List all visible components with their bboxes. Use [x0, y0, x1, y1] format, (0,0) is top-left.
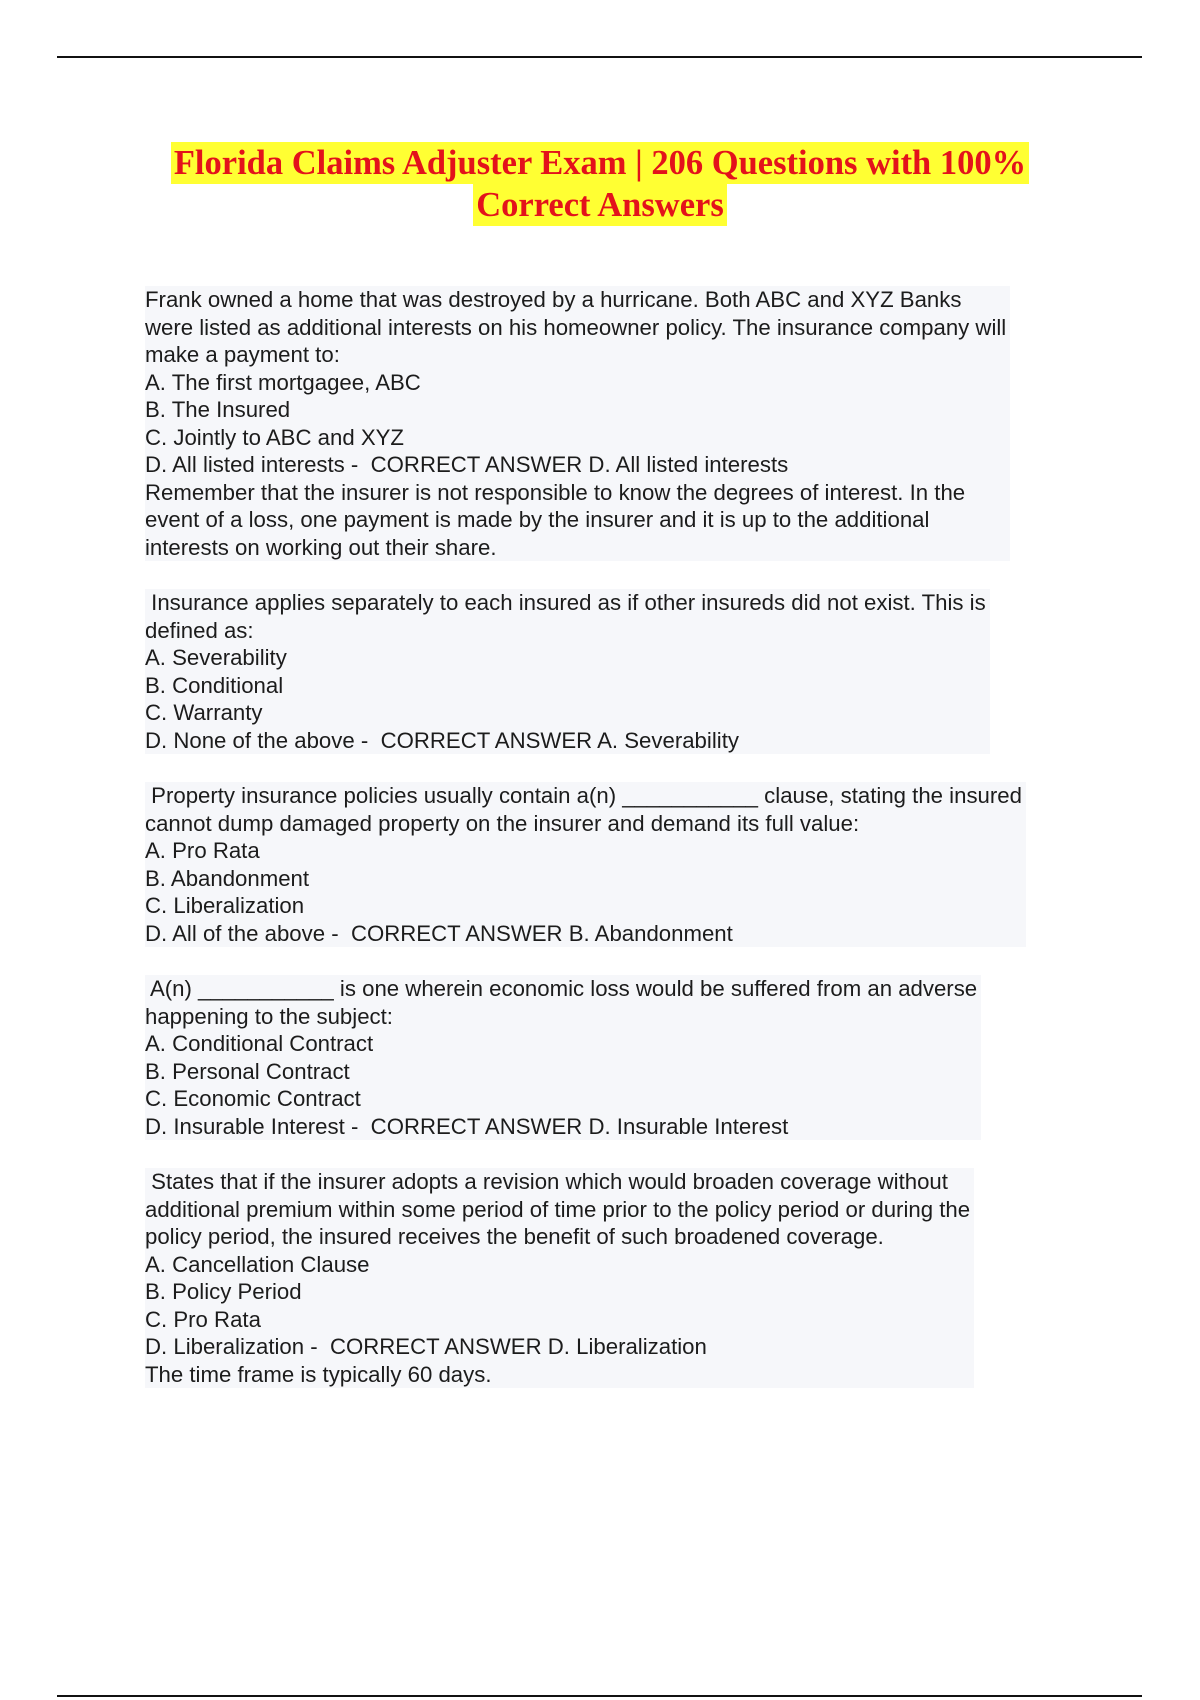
question-line: C. Economic Contract — [145, 1086, 361, 1111]
question-line: Insurance applies separately to each insured as if other insureds did not exist. This is — [145, 590, 986, 615]
question-line: C. Pro Rata — [145, 1306, 261, 1332]
title-line: Correct Answers — [473, 184, 727, 226]
question-line: C. Liberalization — [145, 893, 305, 918]
question-line: B. Abandonment — [145, 865, 310, 891]
question-line: A. Pro Rata — [145, 838, 260, 863]
question-list — [145, 286, 1095, 1388]
question-line: B. The Insured — [145, 397, 291, 422]
question-spacer — [145, 561, 1095, 589]
question-line: D. Insurable Interest - CORRECT ANSWER D. Insurable Interest — [145, 1113, 789, 1139]
question-line: C. Jointly to ABC and XYZ — [145, 424, 404, 450]
question-line: A. Conditional Contract — [145, 1031, 374, 1056]
question-line: Property insurance policies usually contain a(n) ___________ clause, stating the insured — [145, 783, 1022, 808]
question-line: The time frame is typically 60 days. — [145, 1361, 492, 1387]
question-spacer — [145, 754, 1095, 782]
question-line: make a payment to: — [145, 342, 340, 367]
question-line: D. All of the above - CORRECT ANSWER B. Abandonment — [145, 920, 733, 946]
question-line: B. Conditional — [145, 672, 284, 698]
question-line: B. Personal Contract — [145, 1058, 350, 1084]
question-line: D. Liberalization - CORRECT ANSWER D. Liberalization — [145, 1334, 707, 1359]
question-line: D. All listed interests - CORRECT ANSWER D. All listed interests — [145, 452, 789, 477]
question-line: additional premium within some period of time prior to the policy period or during the — [145, 1196, 971, 1222]
question-line: States that if the insurer adopts a revision which would broaden coverage without — [145, 1169, 948, 1194]
question-line: cannot dump damaged property on the insurer and demand its full value: — [145, 810, 860, 836]
question-line: Frank owned a home that was destroyed by a hurricane. Both ABC and XYZ Banks — [145, 287, 962, 312]
question-line: A. Cancellation Clause — [145, 1251, 370, 1277]
question-block — [145, 286, 1010, 561]
question-spacer — [145, 947, 1095, 975]
question-block — [145, 589, 990, 754]
question-line: defined as: — [145, 617, 254, 643]
bottom-rule — [57, 1695, 1142, 1697]
question-line: A. The first mortgagee, ABC — [145, 369, 421, 395]
question-line: were listed as additional interests on his homeowner policy. The insurance company will — [145, 314, 1007, 340]
question-block — [145, 975, 981, 1140]
question-line: D. None of the above - CORRECT ANSWER A. Severability — [145, 727, 739, 753]
question-block — [145, 1168, 974, 1388]
question-line: interests on working out their share. — [145, 534, 497, 560]
question-spacer — [145, 1140, 1095, 1168]
question-line: policy period, the insured receives the benefit of such broadened coverage. — [145, 1224, 884, 1249]
title-line: Florida Claims Adjuster Exam | 206 Questions with 100% — [171, 142, 1029, 184]
question-line: happening to the subject: — [145, 1003, 393, 1029]
page-title — [80, 142, 1120, 226]
question-line: A(n) ___________ is one wherein economic loss would be suffered from an adverse — [145, 976, 978, 1001]
question-line: C. Warranty — [145, 700, 263, 725]
question-line: Remember that the insurer is not responsible to know the degrees of interest. In the — [145, 479, 966, 505]
question-line: event of a loss, one payment is made by the insurer and it is up to the additional — [145, 507, 930, 532]
top-rule — [57, 56, 1142, 58]
question-block — [145, 782, 1026, 947]
question-line: B. Policy Period — [145, 1279, 302, 1304]
question-line: A. Severability — [145, 645, 287, 670]
